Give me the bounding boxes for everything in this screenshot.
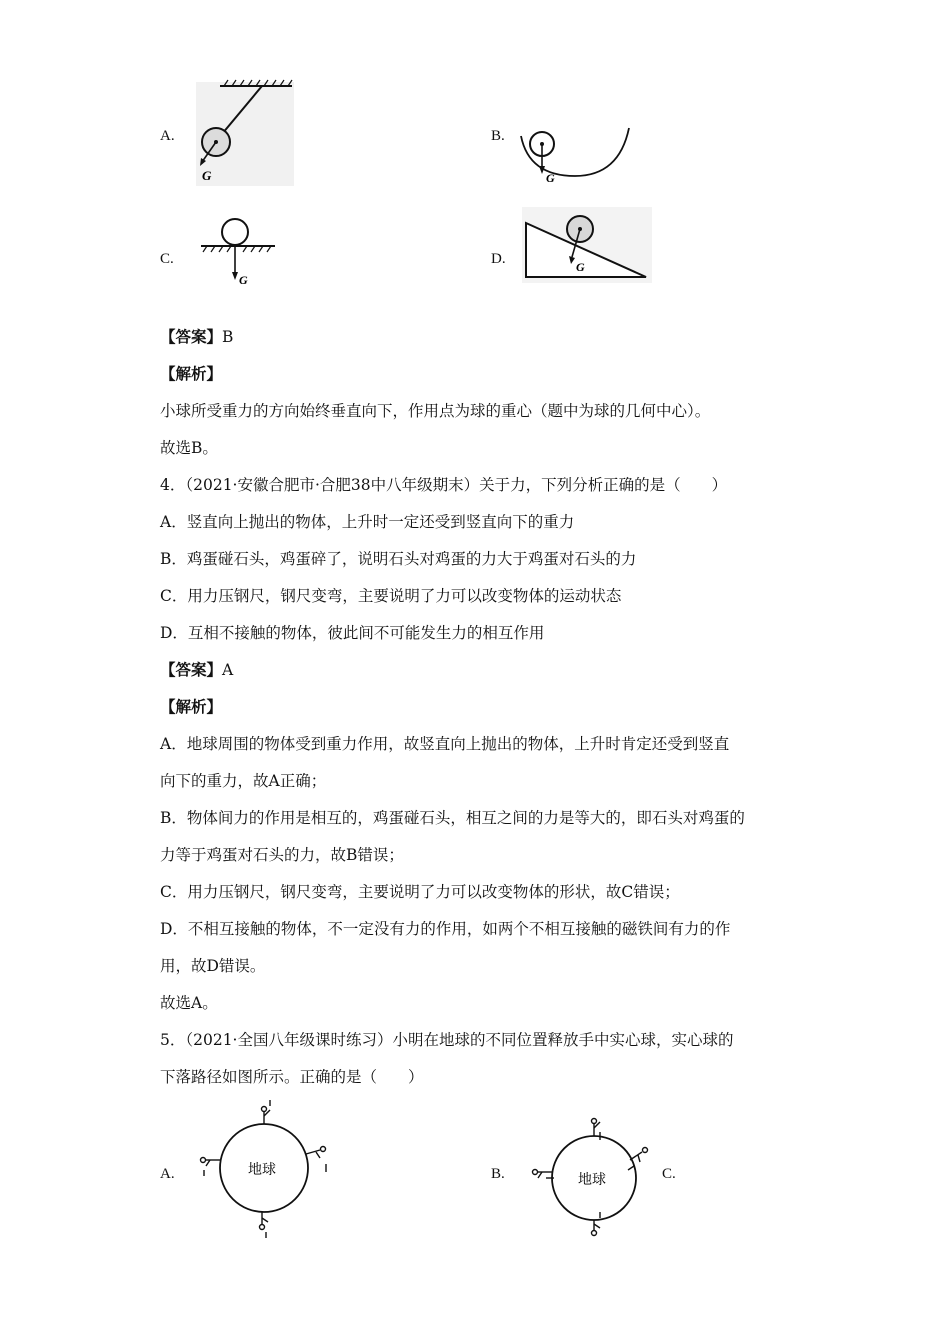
q4-analysis-line: 故选A。 [160, 994, 218, 1012]
option-a-label: A. [160, 128, 175, 144]
q4-analysis-line: D．不相互接触的物体，不一定没有力的作用，如两个不相互接触的磁铁间有力的作 [160, 920, 731, 938]
q4-analysis-line: B．物体间力的作用是相互的，鸡蛋碰石头，相互之间的力是等大的，即石头对鸡蛋的 [160, 809, 745, 827]
earth-label: 地球 [248, 1163, 276, 1178]
q4-analysis-line: A．地球周围的物体受到重力作用，故竖直向上抛出的物体，上升时肯定还受到竖直 [160, 735, 730, 753]
option-b-label: B. [491, 128, 505, 144]
q5-option-c-label: C. [662, 1166, 676, 1182]
q4-analysis-label: 【解析】 [160, 697, 223, 716]
svg-text:地球: 地球 [578, 1173, 606, 1188]
figure-q5a-earth [186, 1098, 346, 1240]
svg-text:G: G [546, 171, 555, 185]
q4-answer: 【答案】A [160, 660, 234, 679]
q4-option-d: D．互相不接触的物体，彼此间不可能发生力的相互作用 [160, 624, 545, 642]
svg-text:G: G [576, 260, 585, 274]
q3-analysis-line: 小球所受重力的方向始终垂直向下，作用点为球的重心（题中为球的几何中心）。 [160, 402, 711, 420]
option-d-label: D. [491, 251, 506, 267]
q4-option-b: B．鸡蛋碰石头，鸡蛋碎了，说明石头对鸡蛋的力大于鸡蛋对石头的力 [160, 550, 637, 568]
q5-option-a-label: A. [160, 1166, 175, 1182]
q4-analysis-line: 用，故D错误。 [160, 957, 266, 975]
gravity-label: G [202, 168, 212, 183]
q3-analysis-line: 故选B。 [160, 439, 218, 457]
q3-answer: 【答案】B [160, 327, 234, 346]
q4-analysis-line: 向下的重力，故A正确； [160, 772, 327, 790]
figure-d-ball-on-slope [522, 207, 652, 283]
q4-analysis-line: 力等于鸡蛋对石头的力，故B错误； [160, 846, 404, 864]
q5-stem-line: 5．（2021·全国八年级课时练习）小明在地球的不同位置释放手中实心球，实心球的 [160, 1031, 734, 1049]
svg-text:G: G [239, 273, 248, 287]
q4-option-a: A．竖直向上抛出的物体，上升时一定还受到竖直向下的重力 [160, 513, 575, 531]
q5-stem-line: 下落路径如图所示。正确的是（ ） [160, 1068, 424, 1086]
q4-option-c: C．用力压钢尺，钢尺变弯，主要说明了力可以改变物体的运动状态 [160, 587, 622, 605]
figure-b-ball-in-bowl [515, 118, 635, 190]
q4-analysis-line: C．用力压钢尺，钢尺变弯，主要说明了力可以改变物体的形状，故C错误； [160, 883, 680, 901]
option-c-label: C. [160, 251, 174, 267]
figure-q5b-earth [510, 1108, 660, 1238]
figure-c-ball-on-ground [195, 212, 280, 290]
q4-stem: 4．（2021·安徽合肥市·合肥38中八年级期末）关于力，下列分析正确的是（ ） [160, 476, 728, 494]
q3-analysis-label: 【解析】 [160, 364, 223, 383]
q5-option-b-label: B. [491, 1166, 505, 1182]
figure-a-hanging-ball [190, 78, 300, 188]
